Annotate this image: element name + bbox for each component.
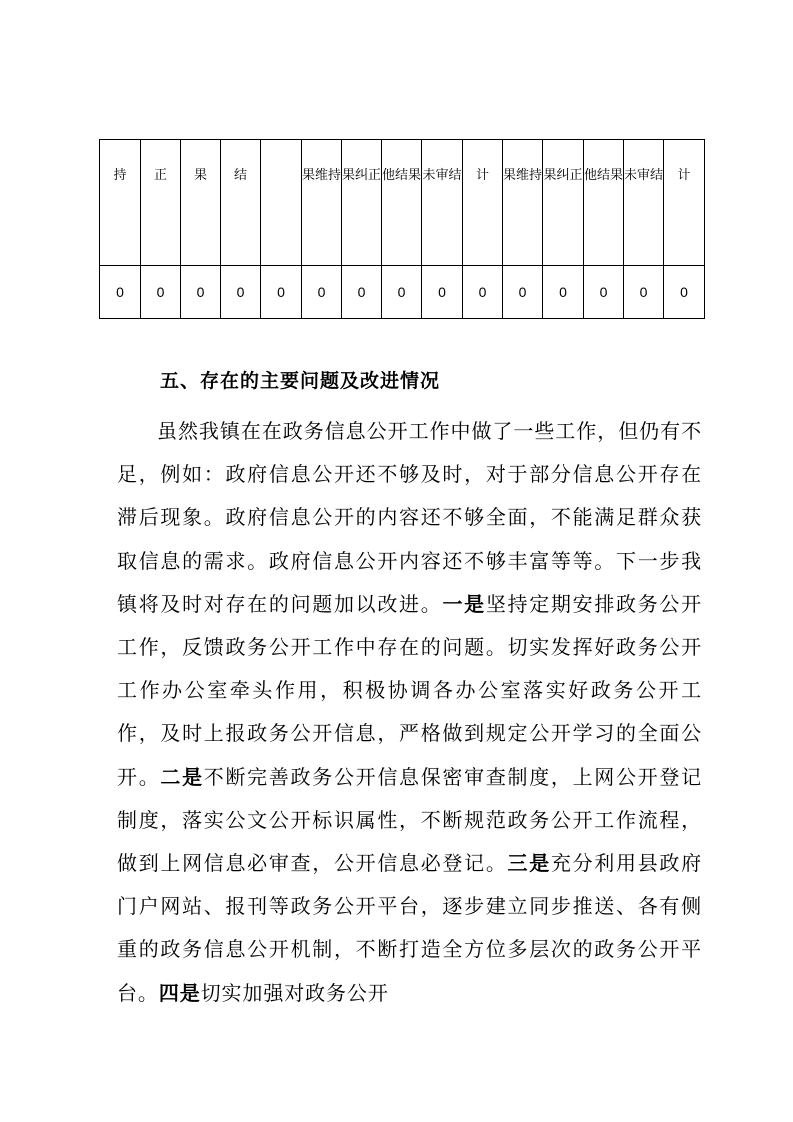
- value-cell: 0: [100, 266, 141, 319]
- value-cell: 0: [463, 266, 503, 319]
- header-cell: 果维持: [503, 140, 543, 266]
- header-cell: 计: [664, 140, 705, 266]
- paragraph-text: 不断完善政务公开信息保密审查制度，上网公开登记制度，落实公文公开标识属性，不断规范政务公开工作流程，做到上网信息必审查，公开信息必登记。: [117, 764, 702, 876]
- value-cell: 0: [664, 266, 705, 319]
- bold-marker: 二是: [160, 764, 204, 789]
- value-cell: 0: [221, 266, 261, 319]
- header-cell: 计: [463, 140, 503, 266]
- bold-marker: 一是: [442, 591, 486, 616]
- header-cell: 结: [221, 140, 261, 266]
- header-cell: 未审结: [422, 140, 463, 266]
- header-cell: 果纠正: [342, 140, 382, 266]
- value-cell: 0: [141, 266, 181, 319]
- paragraph-text: 坚持定期安排政务公开工作，反馈政务公开工作中存在的问题。切实发挥好政务公开工作办公室牵头作用，积极协调各办公室落实好政务公开工作，及时上报政务公开信息，严格做到规定公开学习的全面公开。: [117, 591, 703, 789]
- table-value-row: [100, 266, 705, 319]
- value-cell: 0: [382, 266, 422, 319]
- header-cell: 持: [100, 140, 141, 266]
- statistics-table: [99, 139, 705, 319]
- value-cell: 0: [302, 266, 342, 319]
- header-cell: 未审结: [624, 140, 664, 266]
- bold-marker: 三是: [507, 851, 551, 876]
- value-cell: 0: [584, 266, 624, 319]
- header-cell: [261, 140, 302, 266]
- section-heading: 五、存在的主要问题及改进情况: [160, 370, 441, 392]
- header-cell: 他结果: [584, 140, 624, 266]
- value-cell: 0: [503, 266, 543, 319]
- header-cell: 正: [141, 140, 181, 266]
- value-cell: 0: [624, 266, 664, 319]
- header-cell: 果维持: [302, 140, 342, 266]
- body-paragraph: [117, 410, 702, 1015]
- value-cell: 0: [261, 266, 302, 319]
- header-cell: 他结果: [382, 140, 422, 266]
- paragraph-text: 充分利用县政府门户网站、报刊等政务公开平台，逐步建立同步推送、各有侧重的政务信息公开机制，不断打造全方位多层次的政务公开平台。: [117, 851, 702, 1005]
- table-header-row: [100, 140, 705, 266]
- header-cell: 果: [181, 140, 221, 266]
- value-cell: 0: [342, 266, 382, 319]
- paragraph-text: 虽然我镇在在政务信息公开工作中做了一些工作，但仍有不足，例如：政府信息公开还不够及时，对于部分信息公开存在滞后现象。政府信息公开的内容还不够全面，不能满足群众获取信息的需求。政府信息公开内容还不够丰富等等。下一步我镇将及时对存在的问题加以改进。: [117, 419, 702, 616]
- paragraph-text: 切实加强对政务公开: [200, 980, 389, 1005]
- value-cell: 0: [543, 266, 584, 319]
- value-cell: 0: [422, 266, 463, 319]
- bold-marker: 四是: [158, 980, 201, 1005]
- header-cell: 果纠正: [543, 140, 584, 266]
- value-cell: 0: [181, 266, 221, 319]
